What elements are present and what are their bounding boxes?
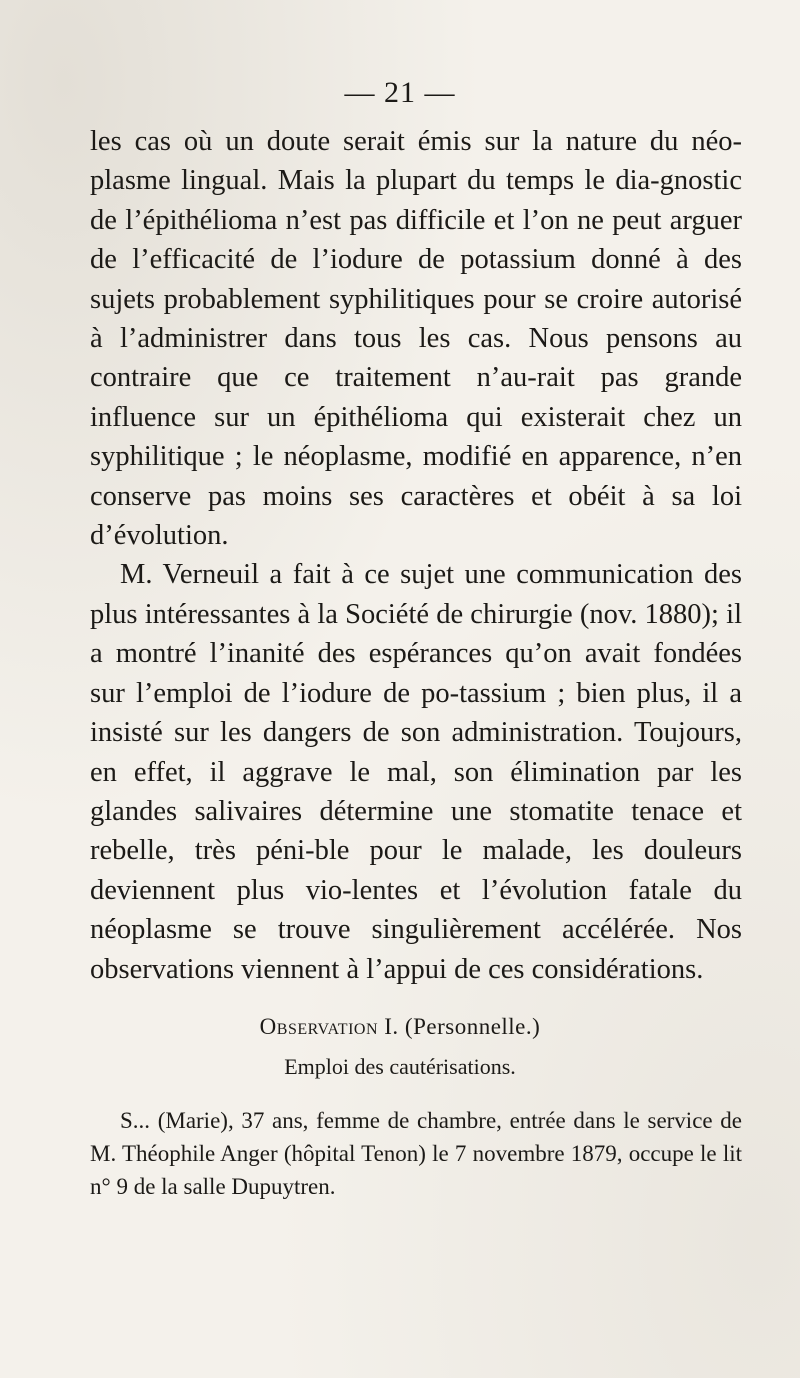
observation-label: Observation — [259, 1014, 379, 1039]
observation-body — [90, 1104, 742, 1203]
main-text — [90, 122, 742, 989]
observation-subtitle: Emploi des cautérisations. — [284, 1054, 516, 1079]
observation-heading — [0, 1014, 800, 1040]
observation-text: S... (Marie), 37 ans, femme de chambre, entrée dans le service de M. Théophile Anger (hôpital Tenon) le 7 novembre 1879, occupe le lit n° 9 de la salle Dupuytren. — [90, 1108, 742, 1199]
paragraph-1: les cas où un doute serait émis sur la nature du néo-plasme lingual. Mais la plupart du temps le dia-gnostic de l’épithélioma n’est pas difficile et l’on ne peut arguer de l’efficacité de l’iodure de potassium donné à des sujets probablement syphilitiques pour se croire autorisé à l’administrer dans tous les cas. Nous pensons au contraire que ce traitement n’au-rait pas grande influence sur un épithélioma qui existerait chez un syphilitique ; le néoplasme, modifié en apparence, n’en conserve pas moins ses caractères et obéit à sa loi d’évolution. — [90, 126, 742, 552]
observation-number: I. (Personnelle.) — [378, 1014, 541, 1039]
page-number: — 21 — — [344, 76, 456, 109]
paragraph-2: M. Verneuil a fait à ce sujet une communication des plus intéressantes à la Société de chirurgie (nov. 1880); il a montré l’inanité des espérances qu’on avait fondées sur l’emploi de l’iodure de po-tassium ; bien plus, il a insisté sur les dangers de son administration. Toujours, en effet, il aggrave le mal, son élimination par les glandes salivaires détermine une stomatite tenace et rebelle, très péni-ble pour le malade, les douleurs deviennent plus vio-lentes et l’évolution fatale du néoplasme se trouve singulièrement accélérée. Nos observations viennent à l’appui de ces considérations. — [90, 559, 742, 985]
